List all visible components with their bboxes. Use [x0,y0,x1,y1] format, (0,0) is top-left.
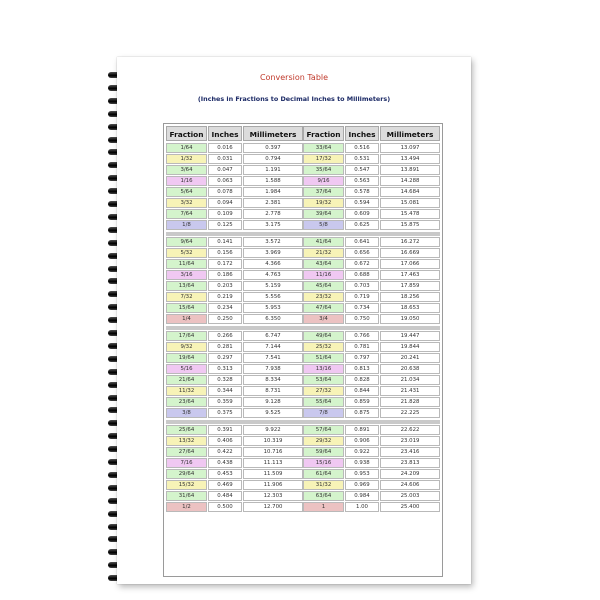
table-row [303,436,440,446]
millimeters-cell: 13.891 [380,165,440,175]
fraction-cell: 51/64 [303,353,344,363]
table-row [303,353,440,363]
inches-cell: 0.250 [208,314,242,324]
millimeters-cell: 0.397 [243,143,303,153]
fraction-cell: 39/64 [303,209,344,219]
inches-cell: 0.234 [208,303,242,313]
table-row [166,331,303,341]
inches-cell: 0.922 [345,447,379,457]
table-row [303,458,440,468]
inches-cell: 0.094 [208,198,242,208]
table-row [303,386,440,396]
millimeters-cell: 17.463 [380,270,440,280]
group-separator [166,326,303,330]
table-row [166,436,303,446]
inches-cell: 0.859 [345,397,379,407]
inches-cell: 0.813 [345,364,379,374]
table-row [166,502,303,512]
inches-cell: 0.438 [208,458,242,468]
inches-cell: 0.750 [345,314,379,324]
table-row [303,187,440,197]
fraction-cell: 9/64 [166,237,207,247]
inches-cell: 0.469 [208,480,242,490]
fraction-cell: 1/32 [166,154,207,164]
inches-cell: 0.703 [345,281,379,291]
inches-cell: 0.531 [345,154,379,164]
fraction-cell: 1/8 [166,220,207,230]
table-row [166,220,303,230]
fraction-cell: 15/64 [166,303,207,313]
table-row [303,331,440,341]
fraction-cell: 59/64 [303,447,344,457]
millimeters-cell: 20.638 [380,364,440,374]
inches-cell: 0.547 [345,165,379,175]
table-row [166,480,303,490]
millimeters-cell: 1.191 [243,165,303,175]
group-separator [166,420,303,424]
table-row [166,237,303,247]
fraction-cell: 7/64 [166,209,207,219]
inches-cell: 0.516 [345,143,379,153]
millimeters-cell: 6.350 [243,314,303,324]
inches-cell: 0.281 [208,342,242,352]
fraction-cell: 3/4 [303,314,344,324]
fraction-cell: 11/32 [166,386,207,396]
table-row [303,447,440,457]
table-row [166,491,303,501]
inches-cell: 0.500 [208,502,242,512]
millimeters-cell: 20.241 [380,353,440,363]
millimeters-cell: 4.763 [243,270,303,280]
fraction-cell: 7/16 [166,458,207,468]
fraction-cell: 19/32 [303,198,344,208]
fraction-cell: 17/64 [166,331,207,341]
group-separator [303,326,440,330]
millimeters-cell: 12.303 [243,491,303,501]
inches-cell: 0.891 [345,425,379,435]
table-row [303,270,440,280]
header-fraction: Fraction [166,126,207,141]
millimeters-cell: 18.256 [380,292,440,302]
inches-cell: 0.016 [208,143,242,153]
fraction-cell: 21/64 [166,375,207,385]
millimeters-cell: 19.050 [380,314,440,324]
table-row [303,259,440,269]
inches-cell: 0.391 [208,425,242,435]
fraction-cell: 23/32 [303,292,344,302]
millimeters-cell: 15.478 [380,209,440,219]
millimeters-cell: 21.828 [380,397,440,407]
millimeters-cell: 8.334 [243,375,303,385]
millimeters-cell: 10.716 [243,447,303,457]
inches-cell: 0.688 [345,270,379,280]
inches-cell: 0.422 [208,447,242,457]
inches-cell: 0.969 [345,480,379,490]
table-row [303,314,440,324]
inches-cell: 0.313 [208,364,242,374]
table-row [166,209,303,219]
inches-cell: 0.078 [208,187,242,197]
millimeters-cell: 14.288 [380,176,440,186]
millimeters-cell: 7.541 [243,353,303,363]
millimeters-cell: 21.034 [380,375,440,385]
fraction-cell: 53/64 [303,375,344,385]
millimeters-cell: 21.431 [380,386,440,396]
millimeters-cell: 6.747 [243,331,303,341]
table-row [166,353,303,363]
inches-cell: 0.984 [345,491,379,501]
table-row [166,425,303,435]
table-row [303,408,440,418]
fraction-cell: 5/16 [166,364,207,374]
table-row [303,292,440,302]
inches-cell: 0.453 [208,469,242,479]
table-row [166,397,303,407]
millimeters-cell: 3.572 [243,237,303,247]
fraction-cell: 3/16 [166,270,207,280]
fraction-cell: 29/64 [166,469,207,479]
inches-cell: 0.156 [208,248,242,258]
conversion-table [163,123,443,577]
millimeters-cell: 25.003 [380,491,440,501]
fraction-cell: 47/64 [303,303,344,313]
fraction-cell: 49/64 [303,331,344,341]
fraction-cell: 25/64 [166,425,207,435]
header-row [166,126,303,141]
table-row [303,209,440,219]
fraction-cell: 63/64 [303,491,344,501]
fraction-cell: 19/64 [166,353,207,363]
inches-cell: 0.828 [345,375,379,385]
inches-cell: 0.719 [345,292,379,302]
fraction-cell: 37/64 [303,187,344,197]
table-row [166,447,303,457]
fraction-cell: 25/32 [303,342,344,352]
table-column-left [166,126,303,574]
table-row [303,176,440,186]
inches-cell: 0.766 [345,331,379,341]
millimeters-cell: 9.922 [243,425,303,435]
fraction-cell: 35/64 [303,165,344,175]
header-fraction: Fraction [303,126,344,141]
table-row [303,154,440,164]
table-row [166,143,303,153]
millimeters-cell: 24.606 [380,480,440,490]
table-row [166,259,303,269]
table-row [166,342,303,352]
inches-cell: 0.328 [208,375,242,385]
table-row [303,480,440,490]
inches-cell: 0.625 [345,220,379,230]
millimeters-cell: 23.019 [380,436,440,446]
table-row [303,491,440,501]
millimeters-cell: 22.622 [380,425,440,435]
inches-cell: 0.186 [208,270,242,280]
millimeters-cell: 5.556 [243,292,303,302]
group-separator [303,420,440,424]
table-row [303,364,440,374]
inches-cell: 0.875 [345,408,379,418]
table-row [166,364,303,374]
fraction-cell: 5/8 [303,220,344,230]
table-row [166,270,303,280]
table-row [166,165,303,175]
inches-cell: 0.047 [208,165,242,175]
fraction-cell: 1/64 [166,143,207,153]
inches-cell: 0.656 [345,248,379,258]
fraction-cell: 27/64 [166,447,207,457]
inches-cell: 0.359 [208,397,242,407]
table-row [303,303,440,313]
inches-cell: 0.641 [345,237,379,247]
fraction-cell: 43/64 [303,259,344,269]
header-inches: Inches [208,126,242,141]
inches-cell: 0.484 [208,491,242,501]
fraction-cell: 15/32 [166,480,207,490]
inches-cell: 0.594 [345,198,379,208]
table-row [303,143,440,153]
inches-cell: 0.109 [208,209,242,219]
millimeters-cell: 1.984 [243,187,303,197]
header-millimeters: Millimeters [243,126,303,141]
millimeters-cell: 16.272 [380,237,440,247]
table-row [303,397,440,407]
fraction-cell: 21/32 [303,248,344,258]
millimeters-cell: 9.525 [243,408,303,418]
fraction-cell: 57/64 [303,425,344,435]
fraction-cell: 3/8 [166,408,207,418]
inches-cell: 0.844 [345,386,379,396]
table-row [303,198,440,208]
inches-cell: 0.797 [345,353,379,363]
inches-cell: 0.266 [208,331,242,341]
millimeters-cell: 13.097 [380,143,440,153]
inches-cell: 0.219 [208,292,242,302]
fraction-cell: 3/32 [166,198,207,208]
millimeters-cell: 16.669 [380,248,440,258]
fraction-cell: 7/32 [166,292,207,302]
fraction-cell: 23/64 [166,397,207,407]
inches-cell: 0.406 [208,436,242,446]
table-row [303,237,440,247]
inches-cell: 1.00 [345,502,379,512]
fraction-cell: 27/32 [303,386,344,396]
inches-cell: 0.563 [345,176,379,186]
millimeters-cell: 4.366 [243,259,303,269]
fraction-cell: 1/4 [166,314,207,324]
table-row [303,469,440,479]
fraction-cell: 3/64 [166,165,207,175]
millimeters-cell: 2.778 [243,209,303,219]
table-row [166,375,303,385]
millimeters-cell: 18.653 [380,303,440,313]
millimeters-cell: 3.969 [243,248,303,258]
millimeters-cell: 10.319 [243,436,303,446]
millimeters-cell: 15.875 [380,220,440,230]
millimeters-cell: 9.128 [243,397,303,407]
page-title: Conversion Table [259,73,329,82]
table-row [303,342,440,352]
millimeters-cell: 7.938 [243,364,303,374]
fraction-cell: 1 [303,502,344,512]
fraction-cell: 7/8 [303,408,344,418]
notebook-page [117,57,471,584]
millimeters-cell: 17.066 [380,259,440,269]
inches-cell: 0.672 [345,259,379,269]
table-row [166,281,303,291]
fraction-cell: 61/64 [303,469,344,479]
millimeters-cell: 11.906 [243,480,303,490]
table-row [303,165,440,175]
table-row [303,502,440,512]
table-row [303,281,440,291]
inches-cell: 0.172 [208,259,242,269]
header-row [303,126,440,141]
table-row [166,303,303,313]
fraction-cell: 31/64 [166,491,207,501]
group-separator [166,232,303,236]
fraction-cell: 55/64 [303,397,344,407]
millimeters-cell: 0.794 [243,154,303,164]
fraction-cell: 1/2 [166,502,207,512]
millimeters-cell: 22.225 [380,408,440,418]
millimeters-cell: 8.731 [243,386,303,396]
inches-cell: 0.375 [208,408,242,418]
fraction-cell: 33/64 [303,143,344,153]
table-row [166,154,303,164]
header-inches: Inches [345,126,379,141]
table-row [166,292,303,302]
millimeters-cell: 17.859 [380,281,440,291]
header-millimeters: Millimeters [380,126,440,141]
table-column-right [303,126,440,574]
table-row [166,176,303,186]
fraction-cell: 11/64 [166,259,207,269]
inches-cell: 0.734 [345,303,379,313]
millimeters-cell: 7.144 [243,342,303,352]
fraction-cell: 13/32 [166,436,207,446]
fraction-cell: 5/32 [166,248,207,258]
inches-cell: 0.063 [208,176,242,186]
table-row [166,248,303,258]
inches-cell: 0.781 [345,342,379,352]
fraction-cell: 13/16 [303,364,344,374]
fraction-cell: 17/32 [303,154,344,164]
table-row [166,458,303,468]
millimeters-cell: 3.175 [243,220,303,230]
inches-cell: 0.203 [208,281,242,291]
fraction-cell: 29/32 [303,436,344,446]
group-separator [303,232,440,236]
millimeters-cell: 25.400 [380,502,440,512]
fraction-cell: 15/16 [303,458,344,468]
millimeters-cell: 13.494 [380,154,440,164]
millimeters-cell: 19.844 [380,342,440,352]
millimeters-cell: 12.700 [243,502,303,512]
millimeters-cell: 5.953 [243,303,303,313]
inches-cell: 0.953 [345,469,379,479]
table-row [303,375,440,385]
inches-cell: 0.906 [345,436,379,446]
inches-cell: 0.938 [345,458,379,468]
fraction-cell: 11/16 [303,270,344,280]
inches-cell: 0.609 [345,209,379,219]
table-row [166,386,303,396]
inches-cell: 0.578 [345,187,379,197]
inches-cell: 0.125 [208,220,242,230]
page-subtitle: (Inches in Fractions to Decimal Inches to Millimeters) [197,95,391,103]
table-row [303,248,440,258]
fraction-cell: 31/32 [303,480,344,490]
fraction-cell: 9/16 [303,176,344,186]
millimeters-cell: 23.416 [380,447,440,457]
millimeters-cell: 11.113 [243,458,303,468]
inches-cell: 0.297 [208,353,242,363]
table-row [166,187,303,197]
inches-cell: 0.344 [208,386,242,396]
millimeters-cell: 24.209 [380,469,440,479]
millimeters-cell: 14.684 [380,187,440,197]
millimeters-cell: 5.159 [243,281,303,291]
table-row [166,198,303,208]
millimeters-cell: 1.588 [243,176,303,186]
table-row [303,220,440,230]
inches-cell: 0.031 [208,154,242,164]
fraction-cell: 45/64 [303,281,344,291]
millimeters-cell: 11.509 [243,469,303,479]
fraction-cell: 5/64 [166,187,207,197]
millimeters-cell: 23.813 [380,458,440,468]
table-row [166,469,303,479]
fraction-cell: 13/64 [166,281,207,291]
millimeters-cell: 2.381 [243,198,303,208]
millimeters-cell: 15.081 [380,198,440,208]
millimeters-cell: 19.447 [380,331,440,341]
table-row [166,408,303,418]
inches-cell: 0.141 [208,237,242,247]
fraction-cell: 41/64 [303,237,344,247]
table-row [166,314,303,324]
table-row [303,425,440,435]
fraction-cell: 1/16 [166,176,207,186]
fraction-cell: 9/32 [166,342,207,352]
